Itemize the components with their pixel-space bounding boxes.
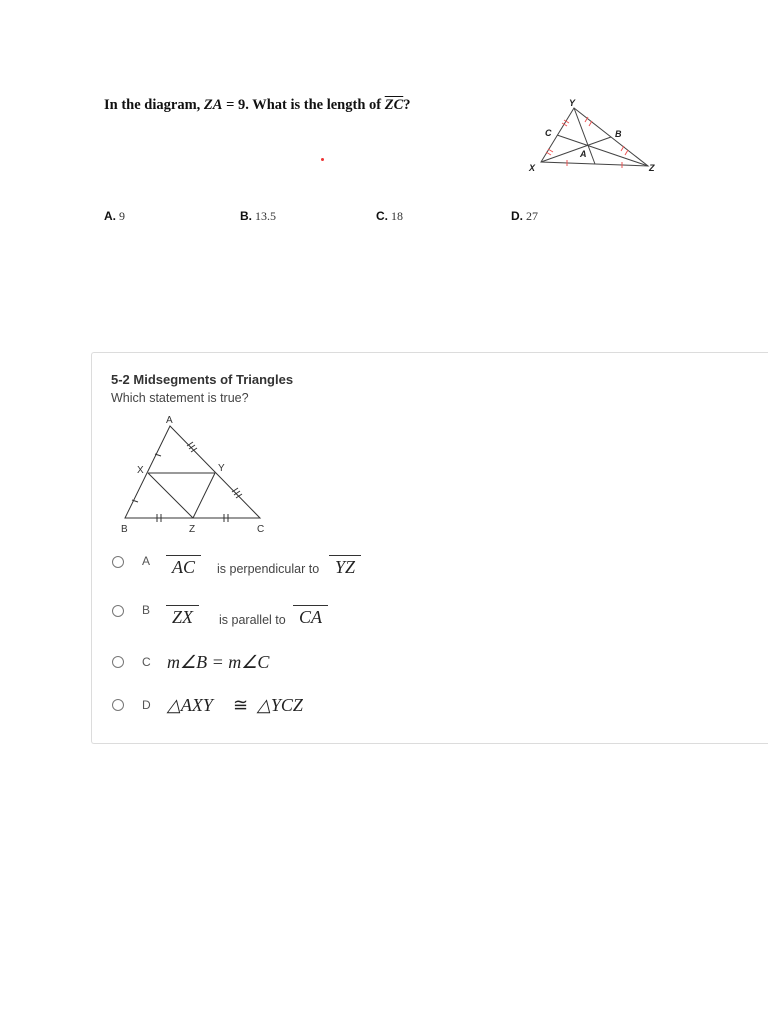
option-text: is parallel to xyxy=(219,613,286,627)
choice-value: 9 xyxy=(119,209,125,223)
segment-ca: CA xyxy=(293,605,328,628)
question-1-text xyxy=(104,97,411,114)
label-b: B xyxy=(615,129,622,139)
option-letter: C xyxy=(142,655,151,669)
midsegment-xz xyxy=(148,473,193,518)
triangle-ycz: △YCZ xyxy=(257,695,303,715)
q1-prefix: In the diagram, xyxy=(104,97,201,113)
label-z: Z xyxy=(649,163,655,173)
option-letter: A xyxy=(142,554,151,568)
label-x: X xyxy=(137,465,144,476)
q1-suffix: ? xyxy=(403,97,411,113)
segment-zx: ZX xyxy=(166,605,199,628)
label-c: C xyxy=(545,128,552,138)
congruent-symbol: ≅ xyxy=(233,695,249,715)
radio-button[interactable] xyxy=(112,699,124,711)
choice-value: 27 xyxy=(526,209,538,223)
label-a: A xyxy=(166,415,173,426)
angle-equation: m∠B = m∠C xyxy=(167,652,270,672)
midsegment-yz xyxy=(193,473,215,518)
triangle-xyz xyxy=(541,108,648,166)
choice-letter: D. xyxy=(511,209,523,223)
q2-option-a[interactable] xyxy=(110,552,510,582)
option-letter: D xyxy=(142,698,151,712)
radio-button[interactable] xyxy=(112,605,124,617)
radio-button[interactable] xyxy=(112,656,124,668)
label-x: X xyxy=(529,163,536,173)
option-text: is perpendicular to xyxy=(217,562,320,576)
q1-choice-b[interactable] xyxy=(240,209,276,224)
triangle-axy: △AXY xyxy=(167,695,213,715)
q2-triangle-diagram xyxy=(115,410,275,540)
q1-choice-d[interactable] xyxy=(511,209,538,224)
label-z: Z xyxy=(189,524,196,535)
q1-given-eq: = 9. What is the length of xyxy=(222,97,385,113)
label-y: Y xyxy=(218,463,225,474)
label-b: B xyxy=(121,524,128,535)
stray-mark xyxy=(321,158,324,161)
choice-letter: C. xyxy=(376,209,388,223)
q1-segment: $\overline{ZC}$ xyxy=(384,97,404,113)
q2-option-c[interactable] xyxy=(110,652,510,682)
label-a: A xyxy=(580,149,587,159)
segment-yz: YZ xyxy=(329,555,361,578)
label-y: Y xyxy=(569,98,576,108)
label-c: C xyxy=(257,524,265,535)
choice-value: 18 xyxy=(391,209,403,223)
triangle-abc xyxy=(125,426,260,518)
option-letter: B xyxy=(142,603,151,617)
choice-letter: A. xyxy=(104,209,116,223)
q2-title: 5-2 Midsegments of Triangles xyxy=(111,372,294,387)
q1-given-var: ZA xyxy=(203,97,223,113)
q2-prompt: Which statement is true? xyxy=(111,391,249,405)
q1-triangle-diagram xyxy=(522,94,662,180)
choice-value: 13.5 xyxy=(255,209,276,223)
choice-letter: B. xyxy=(240,209,252,223)
q2-option-b[interactable] xyxy=(110,603,510,633)
q1-choice-a[interactable] xyxy=(104,209,125,224)
q2-option-d[interactable] xyxy=(110,695,510,725)
segment-ac: AC xyxy=(166,555,201,578)
radio-button[interactable] xyxy=(112,556,124,568)
q1-choice-c[interactable] xyxy=(376,209,403,224)
